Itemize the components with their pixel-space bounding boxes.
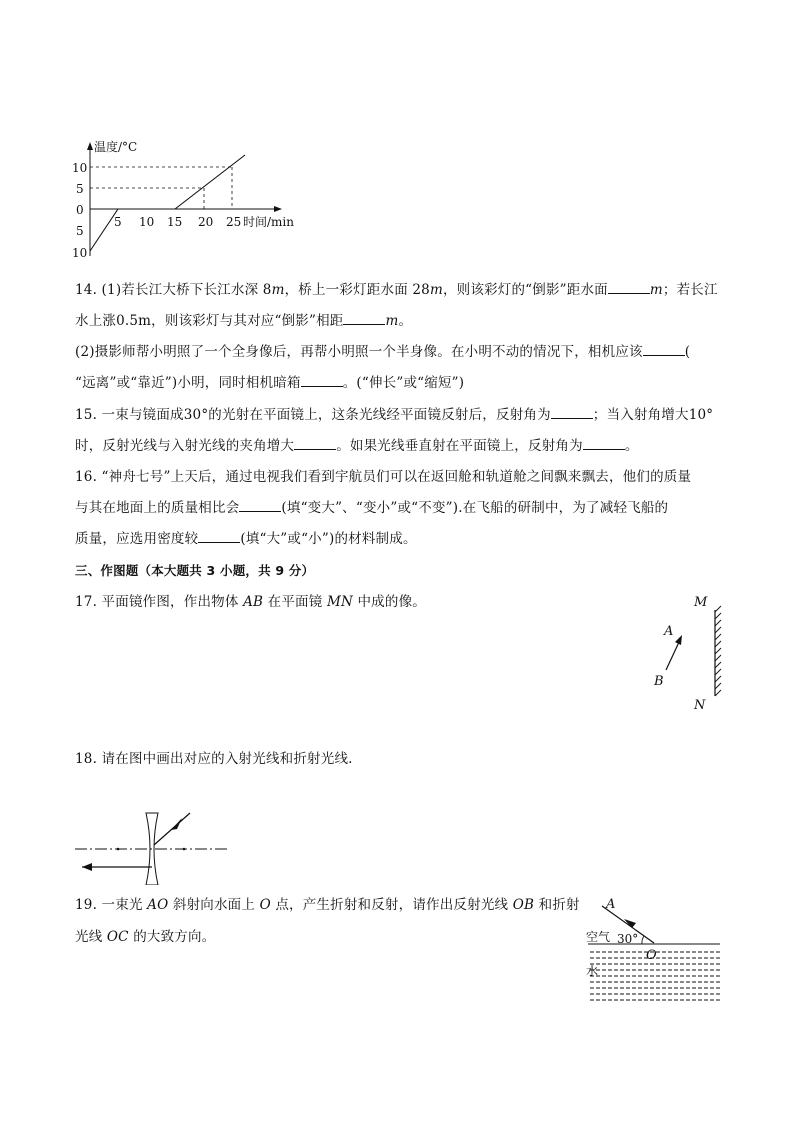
q14-line1 (75, 281, 718, 299)
xtick-label: 20 (198, 215, 214, 229)
focal-point (117, 848, 120, 851)
q15-line1 (75, 406, 713, 424)
emergent-ray-arrow (82, 863, 92, 871)
q14-text: (2)摄影师帮小明照了一个全身像后，再帮小明照一个半身像。在小明不动的情况下，相机应该 (75, 344, 643, 360)
plane-mirror-diagram (640, 588, 740, 718)
q19-text: OB (512, 897, 535, 913)
q14-text: 。 (398, 313, 413, 329)
ytick-label: 10 (72, 161, 88, 175)
label-A: A (664, 624, 674, 639)
x-axis-label: 时间/min (243, 215, 294, 229)
answer-blank[interactable] (294, 437, 336, 450)
q19-text: 19. 一束光 (75, 897, 148, 913)
q14-text: ；若长江 (662, 282, 718, 298)
q17-text-part: 17. 平面镜作图，作出物体 (75, 594, 244, 610)
q15-text: ；当入射角增大10° (592, 407, 714, 423)
q15-text: 。 (624, 438, 639, 454)
q18-text: 18. 请在图中画出对应的入射光线和折射光线. (75, 751, 353, 767)
focal-point (183, 848, 186, 851)
q16-line1 (75, 468, 691, 486)
q14-text: 水上涨0.5m，则该彩灯与其对应“倒影”相距 (75, 313, 344, 329)
q14-text: 14. (1)若长江大桥下长江水深 8 (75, 282, 272, 298)
label-M: M (694, 595, 708, 610)
q17-text-part: MN (326, 594, 353, 610)
q16-text: 与其在地面上的质量相比会 (75, 500, 240, 516)
q14-text: ，则该彩灯的“倒影”距水面 (442, 282, 608, 298)
y-axis-label: 温度/°C (94, 140, 138, 154)
unit: m (649, 282, 663, 298)
temperature-time-graph (68, 138, 308, 263)
ytick-label: 0 (76, 203, 84, 217)
temperature-curve (90, 155, 245, 251)
label-O: O (646, 948, 657, 963)
q16-line2 (75, 499, 668, 517)
q14-line4 (75, 374, 464, 392)
q15-text: 15. 一束与镜面成30°的光射在平面镜上，这条光线经平面镜反射后，反射角为 (75, 407, 551, 423)
q15-text: 。如果光线垂直射在平面镜上，反射角为 (336, 438, 583, 454)
incident-ray-arrow (171, 818, 182, 830)
label-water: 水 (586, 964, 599, 978)
x-axis-arrow (274, 206, 282, 212)
q17-text-part: 中成的像。 (352, 594, 426, 610)
q19-text: 的大致方向。 (128, 929, 216, 945)
q15-line2 (75, 437, 639, 455)
answer-blank[interactable] (239, 499, 281, 512)
refraction-diagram (582, 892, 727, 1007)
object-arrowhead (675, 635, 682, 645)
q19-text: 和折射 (534, 897, 580, 913)
mirror-hatching (715, 606, 721, 696)
ytick-label: 10 (72, 246, 88, 260)
q16-text: (填“大”或“小”)的材料制成。 (240, 531, 417, 547)
q19-text: O (259, 897, 271, 913)
label-A: A (606, 897, 616, 912)
label-angle: 30° (617, 932, 639, 946)
q15-text: 时，反射光线与入射光线的夹角增大 (75, 438, 295, 454)
q17-text-part: AB (243, 594, 264, 610)
ytick-label: 5 (76, 182, 84, 196)
y-axis-arrow (87, 142, 93, 150)
q16-text: (填“变大”、“变小”或“不变”).在飞船的研制中，为了减轻飞船的 (281, 500, 669, 516)
q16-text: 质量，应选用密度较 (75, 531, 199, 547)
q14-line2 (75, 312, 412, 330)
q19-text: 斜射向水面上 (168, 897, 260, 913)
answer-blank[interactable] (198, 530, 240, 543)
answer-blank[interactable] (551, 406, 593, 419)
q16-text: 16. “神舟七号”上天后，通过电视我们看到宇航员们可以在返回舱和轨道舱之间飘来飘去，他们的质量 (75, 469, 692, 485)
concave-lens-diagram (70, 805, 240, 885)
object-AB (666, 640, 680, 670)
q14-text: ( (684, 344, 691, 360)
q19-line2 (75, 928, 215, 946)
xtick-label: 5 (114, 215, 122, 229)
q19-text: 点，产生折射和反射，请作出反射光线 (270, 897, 513, 913)
q17-text (75, 593, 426, 611)
q17-text-part: 在平面镜 (263, 594, 327, 610)
unit: m (385, 313, 399, 329)
section-heading: 三、作图题（本大题共 3 小题，共 9 分） (75, 563, 315, 578)
xtick-label: 10 (139, 215, 155, 229)
q19-line1 (75, 896, 580, 914)
q16-line3 (75, 530, 417, 548)
q14-text: “远离”或“靠近”)小明，同时相机暗箱 (75, 375, 301, 391)
q19-text: AO (147, 897, 169, 913)
q14-text: 。(“伸长”或“缩短”) (342, 375, 465, 391)
q19-text: 光线 (75, 929, 107, 945)
q14-text: ，桥上一彩灯距水面 28 (284, 282, 430, 298)
angle-arc (642, 936, 644, 944)
unit: m (429, 282, 443, 298)
answer-blank[interactable] (608, 281, 650, 294)
answer-blank[interactable] (301, 374, 343, 387)
q14-line3 (75, 343, 690, 361)
q19-text: OC (106, 929, 129, 945)
label-air: 空气 (586, 930, 611, 944)
label-B: B (654, 674, 664, 689)
unit: m (271, 282, 285, 298)
answer-blank[interactable] (343, 312, 385, 325)
xtick-label: 15 (167, 215, 183, 229)
answer-blank[interactable] (643, 343, 685, 356)
answer-blank[interactable] (583, 437, 625, 450)
label-N: N (694, 698, 706, 713)
ytick-label: 5 (76, 224, 84, 238)
xtick-label: 25 (226, 215, 242, 229)
